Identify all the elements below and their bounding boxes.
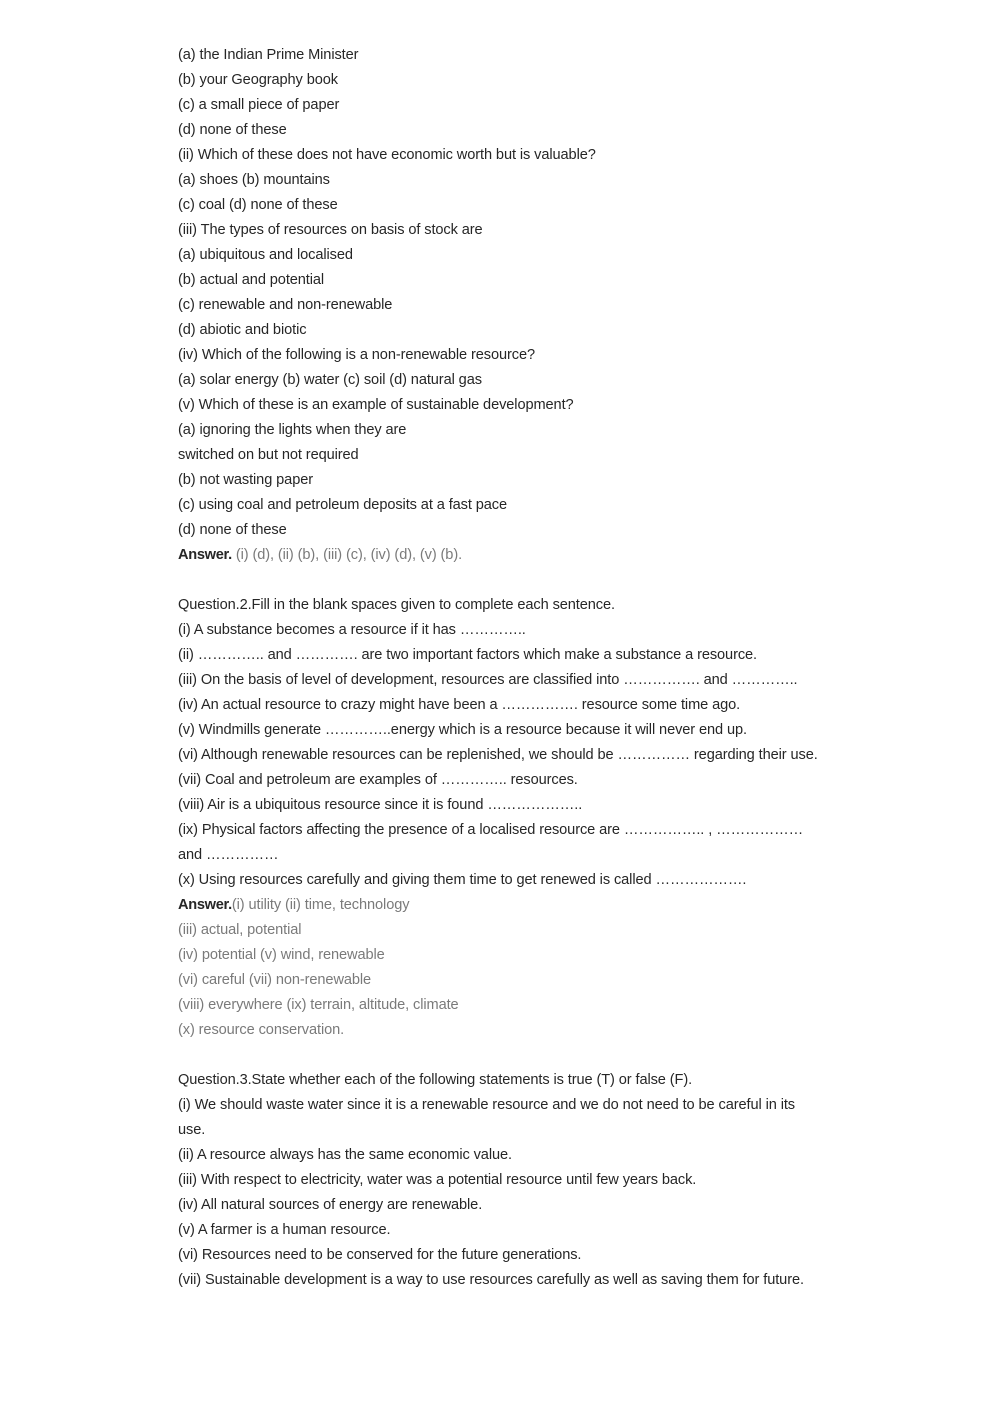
answer-2-line: (x) resource conservation. xyxy=(178,1022,345,1038)
statement-i: (i) We should waste water since it is a renewable resource and we do not need to be careful in its use. xyxy=(178,1097,795,1138)
blank-item-i: (i) A substance becomes a resource if it has ………….. xyxy=(178,622,526,638)
spacer xyxy=(178,568,818,593)
answer-2 xyxy=(178,893,818,918)
question-2-title: Question.2.Fill in the blank spaces given to complete each sentence. xyxy=(178,597,615,613)
option-v-a-cont: switched on but not required xyxy=(178,447,359,463)
answer-2-line: (iv) potential (v) wind, renewable xyxy=(178,947,385,963)
statement-iii: (iii) With respect to electricity, water was a potential resource until few years back. xyxy=(178,1172,697,1188)
statement-ii: (ii) A resource always has the same economic value. xyxy=(178,1147,512,1163)
answer-text: (i) (d), (ii) (b), (iii) (c), (iv) (d), (v) (b). xyxy=(231,547,463,563)
option-v-c: (c) using coal and petroleum deposits at a fast pace xyxy=(178,497,508,513)
question-1-section xyxy=(178,43,818,568)
option-v-a: (a) ignoring the lights when they are xyxy=(178,422,407,438)
blank-item-iv: (iv) An actual resource to crazy might have been a ……………. resource some time ago. xyxy=(178,697,741,713)
question-iv: (iv) Which of the following is a non-renewable resource? xyxy=(178,347,535,363)
blank-item-x: (x) Using resources carefully and giving them time to get renewed is called ………………. xyxy=(178,872,747,888)
option-iii-b: (b) actual and potential xyxy=(178,272,325,288)
option-v-d: (d) none of these xyxy=(178,522,287,538)
blank-item-ii: (ii) ………….. and …………. are two important factors which make a substance a resource. xyxy=(178,647,757,663)
question-ii: (ii) Which of these does not have economic worth but is valuable? xyxy=(178,147,596,163)
blank-item-v: (v) Windmills generate …………..energy which is a resource because it will never end up. xyxy=(178,722,748,738)
question-iii: (iii) The types of resources on basis of stock are xyxy=(178,222,483,238)
option-i-b: (b) your Geography book xyxy=(178,72,338,88)
option-i-a: (a) the Indian Prime Minister xyxy=(178,47,359,63)
option-iii-a: (a) ubiquitous and localised xyxy=(178,247,353,263)
blank-item-vii: (vii) Coal and petroleum are examples of ………….. resources. xyxy=(178,772,578,788)
question-v: (v) Which of these is an example of sustainable development? xyxy=(178,397,574,413)
statement-iv: (iv) All natural sources of energy are renewable. xyxy=(178,1197,483,1213)
answer-1 xyxy=(178,543,818,568)
options-ii-ab: (a) shoes (b) mountains xyxy=(178,172,330,188)
options-iv: (a) solar energy (b) water (c) soil (d) natural gas xyxy=(178,372,482,388)
option-i-d: (d) none of these xyxy=(178,122,287,138)
answer-2-line: (viii) everywhere (ix) terrain, altitude, climate xyxy=(178,997,459,1013)
spacer xyxy=(178,1043,818,1068)
statement-v: (v) A farmer is a human resource. xyxy=(178,1222,391,1238)
question-3-section xyxy=(178,1068,818,1293)
answer-2-line: (vi) careful (vii) non-renewable xyxy=(178,972,372,988)
answer-text: (i) utility (ii) time, technology xyxy=(231,897,410,913)
answer-label: Answer. xyxy=(178,897,232,913)
option-iii-c: (c) renewable and non-renewable xyxy=(178,297,393,313)
blank-item-vi: (vi) Although renewable resources can be replenished, we should be …………… regarding their use. xyxy=(178,747,818,763)
option-v-b: (b) not wasting paper xyxy=(178,472,313,488)
blank-item-ix: (ix) Physical factors affecting the presence of a localised resource are …………….. , ……………… and …………… xyxy=(178,822,804,863)
options-ii-cd: (c) coal (d) none of these xyxy=(178,197,338,213)
option-iii-d: (d) abiotic and biotic xyxy=(178,322,307,338)
document-page xyxy=(178,43,818,1293)
statement-vi: (vi) Resources need to be conserved for the future generations. xyxy=(178,1247,582,1263)
answer-2-line: (iii) actual, potential xyxy=(178,922,302,938)
blank-item-iii: (iii) On the basis of level of development, resources are classified into ……………. and ………….. xyxy=(178,672,798,688)
option-i-c: (c) a small piece of paper xyxy=(178,97,340,113)
statement-vii: (vii) Sustainable development is a way to use resources carefully as well as saving them for future. xyxy=(178,1272,804,1288)
question-3-title: Question.3.State whether each of the following statements is true (T) or false (F). xyxy=(178,1072,693,1088)
blank-item-viii: (viii) Air is a ubiquitous resource since it is found ……………….. xyxy=(178,797,583,813)
answer-label: Answer. xyxy=(178,547,232,563)
question-2-section xyxy=(178,593,818,1043)
